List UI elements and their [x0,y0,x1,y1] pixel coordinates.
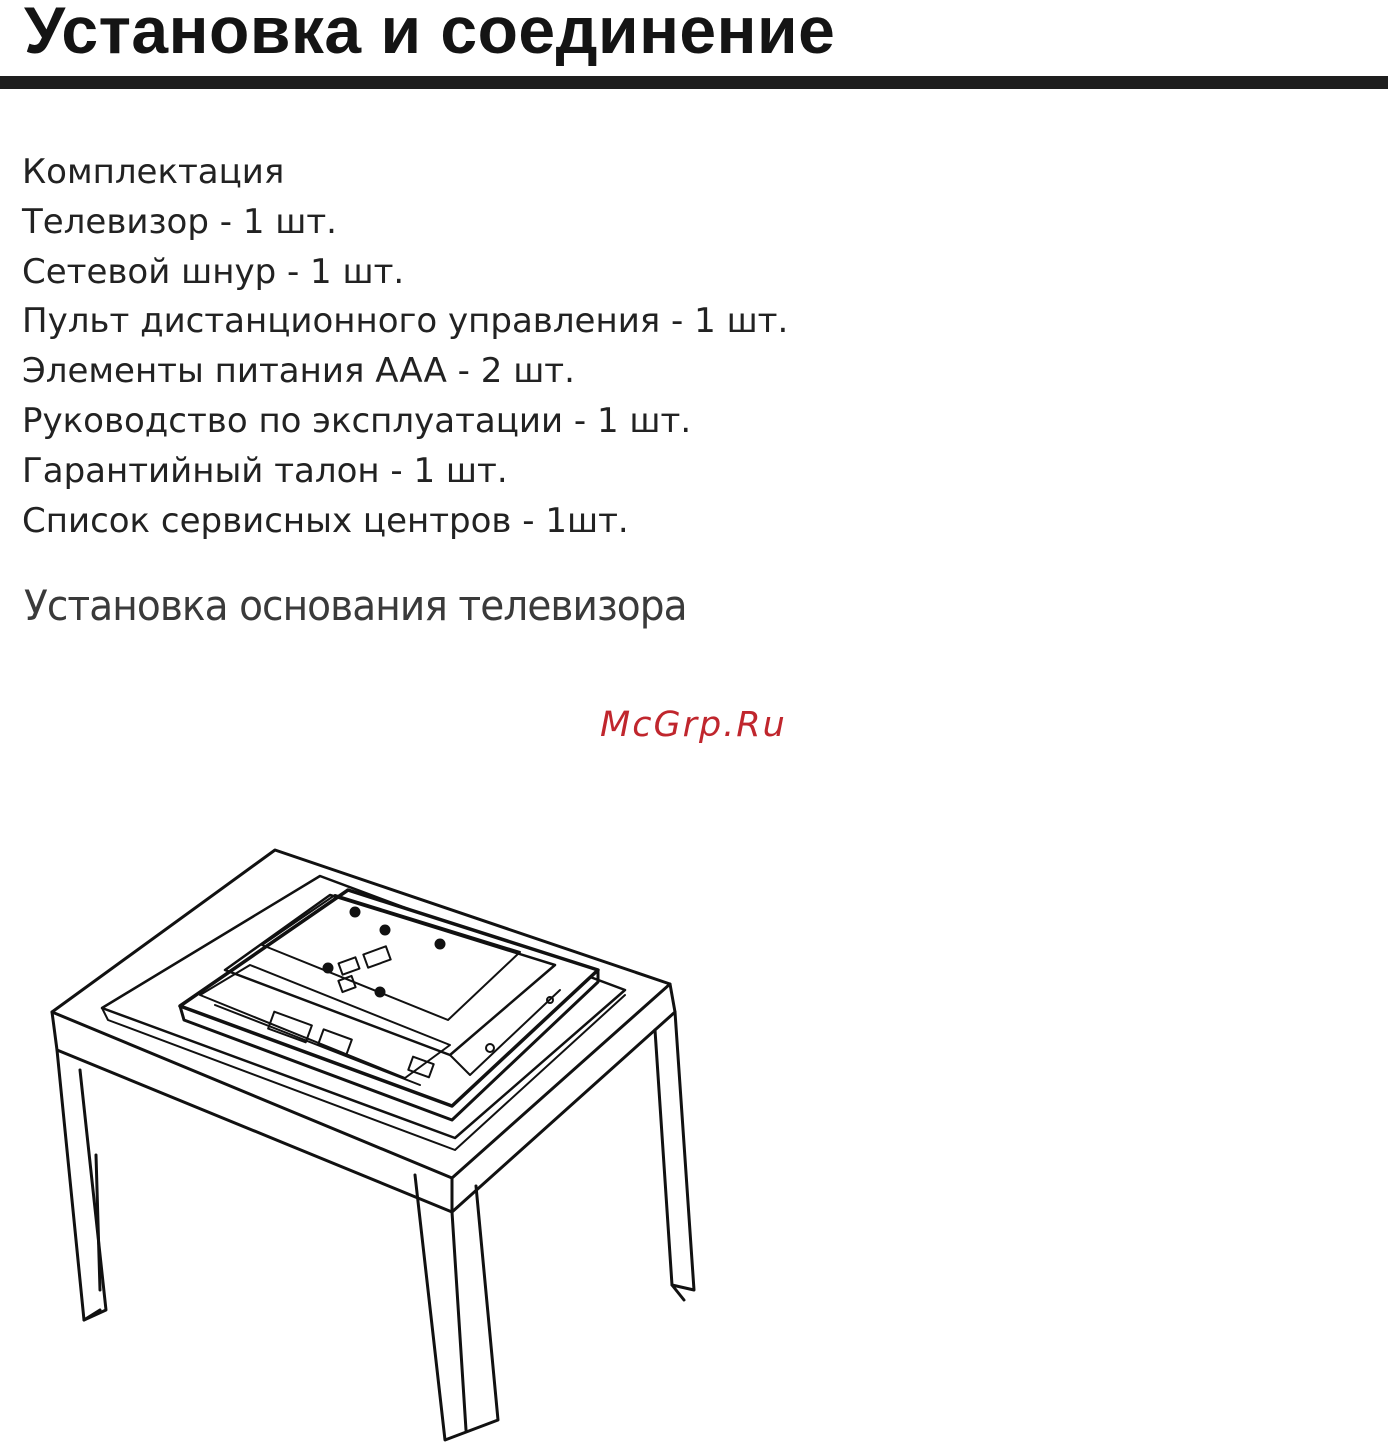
tv-on-table-illustration [0,820,760,1448]
list-item: Список сервисных центров - 1шт. [22,500,629,541]
package-contents-list [22,148,788,546]
list-item: Пульт дистанционного управления - 1 шт. [22,301,789,342]
list-item: Руководство по эксплуатации - 1 шт. [22,400,692,441]
list-item: Телевизор - 1 шт. [22,201,337,242]
list-item: Гарантийный талон - 1 шт. [22,450,508,491]
package-contents-heading: Комплектация [22,152,285,192]
list-item: Элементы питания AAA - 2 шт. [22,351,575,392]
list-item: Сетевой шнур - 1 шт. [22,251,405,292]
watermark-link[interactable]: McGrp.Ru [600,705,787,745]
page-title: Установка и соединение [24,0,836,67]
section-heading: Установка основания телевизора [24,581,687,630]
title-divider [0,76,1388,89]
